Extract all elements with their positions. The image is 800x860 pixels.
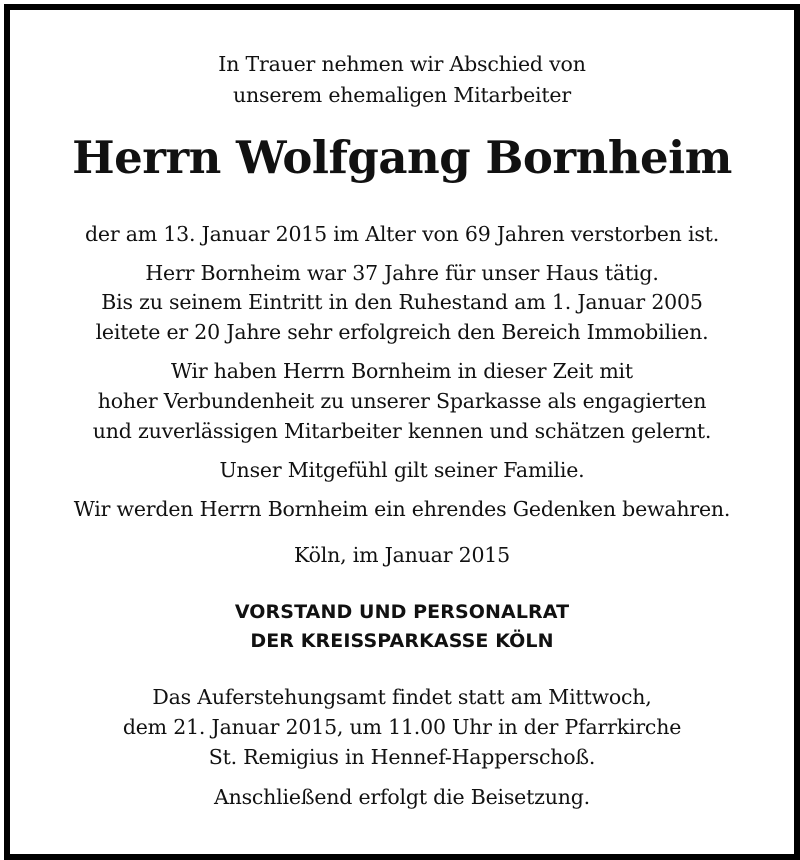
death-statement: der am 13. Januar 2015 im Alter von 69 Jahren verstorben ist. (84, 222, 720, 246)
intro-line-1: In Trauer nehmen wir Abschied von (218, 52, 586, 76)
career-line-1: Herr Bornheim war 37 Jahre für unser Haus tätig. (145, 261, 659, 285)
signature-line-2: DER KREISSPARKASSE KÖLN (250, 630, 554, 652)
service-line-1: Das Auferstehungsamt findet statt am Mittwoch, (152, 685, 652, 709)
service-line-3: St. Remigius in Hennef-Happerschoß. (208, 745, 596, 769)
tribute-line-1: Wir haben Herrn Bornheim in dieser Zeit mit (171, 359, 633, 383)
remembrance-line: Wir werden Herrn Bornheim ein ehrendes Gedenken bewahren. (73, 497, 731, 521)
obituary-notice (4, 4, 800, 860)
tribute-line-2: hoher Verbundenheit zu unserer Sparkasse als engagierten (97, 389, 707, 413)
career-line-2: Bis zu seinem Eintritt in den Ruhestand am 1. Januar 2005 (101, 290, 703, 314)
place-date: Köln, im Januar 2015 (294, 543, 510, 567)
condolence-line: Unser Mitgefühl gilt seiner Familie. (219, 458, 585, 482)
burial-note: Anschließend erfolgt die Beisetzung. (213, 785, 591, 809)
career-line-3: leitete er 20 Jahre sehr erfolgreich den Bereich Immobilien. (95, 320, 709, 344)
tribute-line-3: und zuverlässigen Mitarbeiter kennen und schätzen gelernt. (92, 419, 712, 443)
signature-line-1: VORSTAND UND PERSONALRAT (234, 601, 570, 623)
deceased-name: Herrn Wolfgang Bornheim (72, 131, 732, 184)
intro-line-2: unserem ehemaligen Mitarbeiter (233, 83, 571, 107)
service-line-2: dem 21. Januar 2015, um 11.00 Uhr in der Pfarrkirche (122, 715, 682, 739)
